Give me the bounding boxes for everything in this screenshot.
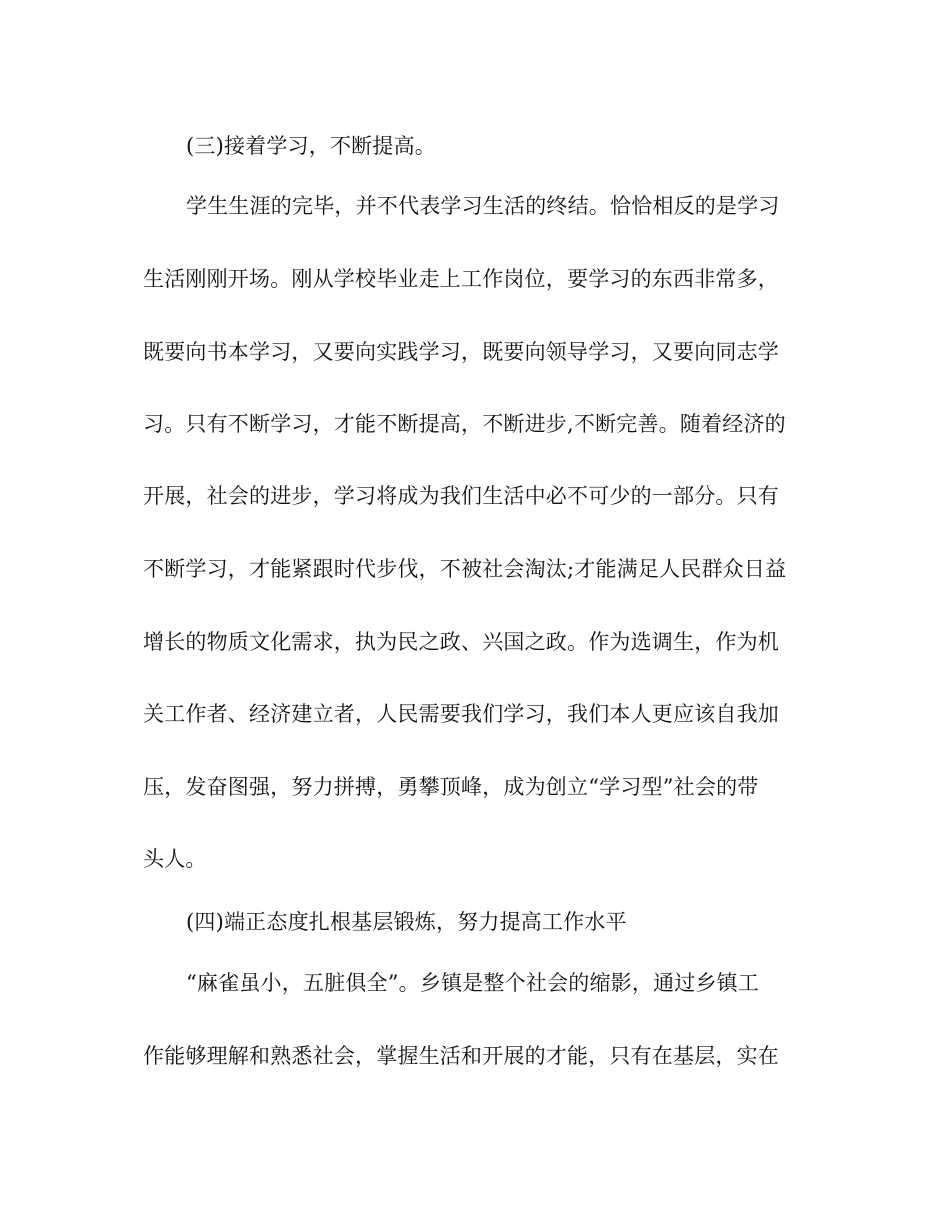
paragraph-line: “麻雀虽小，五脏俱全”。乡镇是整个社会的缩影，通过乡镇工	[186, 971, 760, 995]
paragraph-line: 增长的物质文化需求，执为民之政、兴国之政。作为选调生，作为机	[143, 630, 779, 654]
paragraph-line: 开展，社会的进步，学习将成为我们生活中必不可少的一部分。只有	[143, 484, 779, 508]
paragraph-line: 不断学习，才能紧跟时代步伐，不被社会淘汰;才能满足人民群众日益	[143, 557, 787, 581]
paragraph-line: 关工作者、经济建立者，人民需要我们学习，我们本人更应该自我加	[143, 702, 779, 726]
paragraph-line: 习。只有不断学习，才能不断提高，不断进步,不断完善。随着经济的	[143, 412, 786, 436]
paragraph-line: 头人。	[143, 847, 207, 871]
paragraph-line: 作能够理解和熟悉社会，掌握生活和开展的才能，只有在基层，实在	[143, 1044, 779, 1068]
section-heading-3: (三)接着学习，不断提高。	[186, 134, 436, 158]
paragraph-line: 压，发奋图强，努力拼搏，勇攀顶峰，成为创立“学习型”社会的带	[143, 775, 759, 799]
paragraph-line: 学生生涯的完毕，并不代表学习生活的终结。恰恰相反的是学习	[186, 194, 780, 218]
section-heading-4: (四)端正态度扎根基层锻炼，努力提高工作水平	[186, 910, 627, 934]
paragraph-line: 生活刚刚开场。刚从学校毕业走上工作岗位，要学习的东西非常多，	[143, 267, 779, 291]
paragraph-line: 既要向书本学习，又要向实践学习，既要向领导学习，又要向同志学	[143, 340, 779, 364]
